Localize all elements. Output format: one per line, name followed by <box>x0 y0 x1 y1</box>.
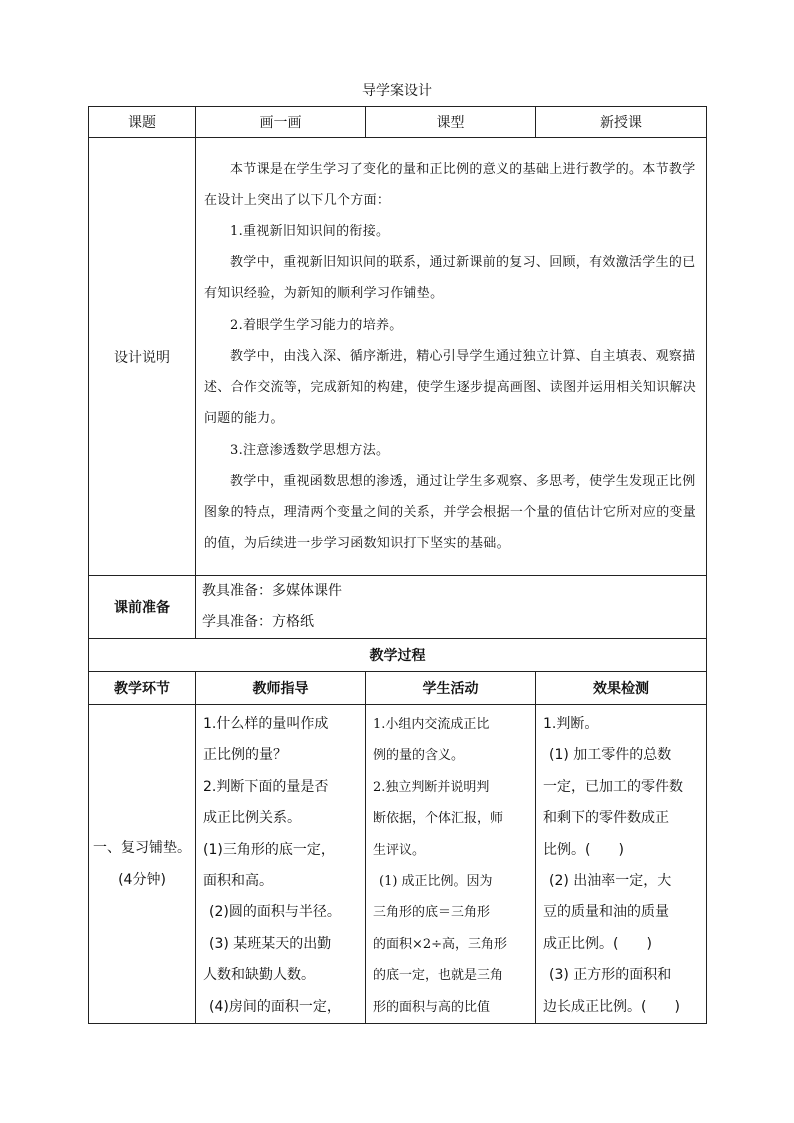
student-activity <box>366 705 536 1024</box>
design-paragraph: 教学中，重视新旧知识间的联系，通过新课前的复习、回顾，有效激活学生的已有知识经验，为新知的顺利学习作铺垫。 <box>204 255 696 302</box>
check-line: 比例。( ) <box>543 841 624 858</box>
teacher-line: (4)房间的面积一定， <box>209 998 341 1015</box>
teacher-line: 正比例的量？ <box>203 747 287 764</box>
lesson-plan-table <box>88 106 707 1024</box>
effect-check <box>536 705 707 1024</box>
check-line: (3) 正方形的面积和 <box>549 967 672 984</box>
process-title: 教学过程 <box>89 639 707 672</box>
design-paragraph: 3.注意渗透数学思想方法。 <box>230 442 390 458</box>
column-header-student: 学生活动 <box>366 672 536 705</box>
topic-row <box>89 107 707 138</box>
topic-value: 画一画 <box>196 107 366 138</box>
teacher-line: 2.判断下面的量是否 <box>203 778 329 795</box>
design-paragraph: 教学中，重视函数思想的渗透，通过让学生多观察、多思考，使学生发现正比例图象的特点，理清两个变量之间的关系，并学会根据一个量的值估计它所对应的变量的值，为后续进一步学习函数知识打下坚实的基础。 <box>204 473 697 552</box>
design-description <box>196 138 707 576</box>
prep-label: 课前准备 <box>89 576 196 639</box>
column-header-teacher: 教师指导 <box>196 672 366 705</box>
design-label: 设计说明 <box>89 138 196 576</box>
column-header-check: 效果检测 <box>536 672 707 705</box>
teacher-line: 成正比例关系。 <box>203 810 301 827</box>
student-line: 的底一定，也就是三角 <box>373 968 504 984</box>
teacher-line: 面积和高。 <box>203 873 273 890</box>
student-line: 例的量的含义。 <box>373 748 465 764</box>
process-row <box>89 705 707 1024</box>
design-row <box>89 138 707 576</box>
lesson-type-value: 新授课 <box>536 107 707 138</box>
design-paragraph: 本节课是在学生学习了变化的量和正比例的意义的基础上进行教学的。本节教学在设计上突出了以下几个方面： <box>204 161 696 208</box>
student-line: (1) 成正比例。因为 <box>379 874 493 890</box>
teacher-materials: 教具准备：多媒体课件 <box>202 583 342 599</box>
check-line: 1.判断。 <box>543 716 599 732</box>
check-line: 和剩下的零件数成正 <box>543 810 669 827</box>
stage-name: 一、复习铺垫。 <box>93 840 191 857</box>
student-line: 三角形的底＝三角形 <box>373 905 491 921</box>
document-title: 导学案设计 <box>362 83 432 99</box>
student-line: 断依据，个体汇报，师 <box>373 811 504 827</box>
process-header-row <box>89 672 707 705</box>
check-line: (1) 加工零件的总数 <box>549 747 672 764</box>
check-line: 豆的质量和油的质量 <box>543 904 669 921</box>
teacher-line: 1.什么样的量叫作成 <box>203 716 329 732</box>
student-line: 生评议。 <box>373 842 426 858</box>
stage-cell <box>89 705 196 1024</box>
student-line: 形的面积与高的比值 <box>373 999 491 1015</box>
lesson-type-label: 课型 <box>366 107 536 138</box>
student-line: 2.独立判断并说明判 <box>373 779 490 795</box>
check-line: 成正比例。( ) <box>543 935 652 952</box>
teacher-line: (2)圆的面积与半径。 <box>209 904 341 921</box>
teacher-line: 人数和缺勤人数。 <box>203 967 315 984</box>
teacher-guidance <box>196 705 366 1024</box>
design-paragraph: 1.重视新旧知识间的衔接。 <box>230 224 390 240</box>
teacher-line: (1)三角形的底一定， <box>203 841 335 858</box>
student-materials: 学具准备：方格纸 <box>202 614 314 630</box>
topic-label: 课题 <box>89 107 196 138</box>
design-paragraph: 2.着眼学生学习能力的培养。 <box>230 317 403 333</box>
student-line: 1.小组内交流成正比 <box>373 717 490 732</box>
design-paragraph: 教学中，由浅入深、循序渐进，精心引导学生通过独立计算、自主填表、观察描述、合作交流等，完成新知的构建，使学生逐步提高画图、读图并运用相关知识解决问题的能力。 <box>204 348 697 427</box>
check-line: 边长成正比例。( ) <box>543 998 680 1015</box>
prep-content <box>196 576 707 639</box>
column-header-stage: 教学环节 <box>89 672 196 705</box>
prep-row <box>89 576 707 639</box>
process-title-row <box>89 639 707 672</box>
stage-time: (4分钟) <box>118 872 166 889</box>
student-line: 的面积×2÷高，三角形 <box>373 936 508 952</box>
teacher-line: (3) 某班某天的出勤 <box>209 935 332 952</box>
check-line: (2) 出油率一定，大 <box>549 873 672 890</box>
check-line: 一定，已加工的零件数 <box>543 778 683 795</box>
